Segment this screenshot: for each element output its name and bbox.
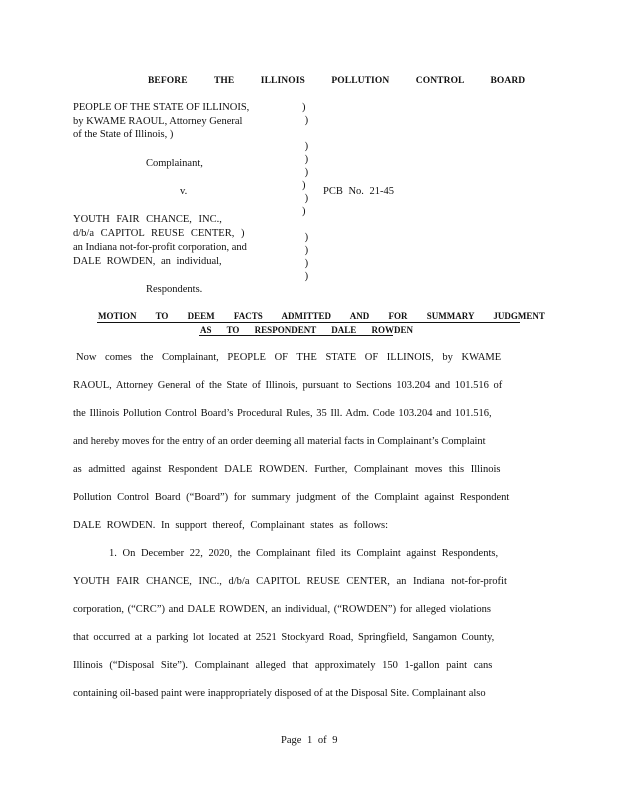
defendant-line-1: YOUTH FAIR CHANCE, INC.,: [73, 214, 222, 225]
defendant-line-2: d/b/a CAPITOL REUSE CENTER, ): [73, 228, 245, 239]
caption-parentheses: ) ) ) ) ) ) ) ) ) ) ) ): [302, 102, 309, 282]
para1-line-6: containing oil-based paint were inappropriately disposed of at the Disposal Site. Complainant also: [73, 688, 486, 699]
tribunal-heading: BEFORE THE ILLINOIS POLLUTION CONTROL BOARD: [148, 76, 526, 86]
para1-line-3: corporation, (“CRC”) and DALE ROWDEN, an individual, (“ROWDEN”) for alleged violations: [73, 604, 491, 615]
intro-line-4: and hereby moves for the entry of an order deeming all material facts in Complainant’s Complaint: [73, 436, 486, 447]
motion-title-rule-1: [97, 322, 520, 323]
page-number: Page 1 of 9: [281, 735, 338, 746]
respondents-label: Respondents.: [146, 284, 203, 295]
complainant-label: Complainant,: [146, 158, 203, 169]
plaintiff-line-3: of the State of Illinois, ): [73, 129, 174, 140]
case-number: PCB No. 21-45: [323, 186, 395, 197]
intro-line-5: as admitted against Respondent DALE ROWDEN. Further, Complainant moves this Illinois: [73, 464, 501, 475]
motion-title-line-2: AS TO RESPONDENT DALE ROWDEN: [200, 325, 414, 335]
para1-line-1: 1. On December 22, 2020, the Complainant filed its Complaint against Respondents,: [109, 548, 499, 559]
para1-line-5: Illinois (“Disposal Site”). Complainant alleged that approximately 150 1-gallon paint cans: [73, 660, 493, 671]
intro-line-6: Pollution Control Board (“Board”) for summary judgment of the Complaint against Respondent: [73, 492, 510, 503]
motion-title-line-1: MOTION TO DEEM FACTS ADMITTED AND FOR SUMMARY JUDGMENT: [98, 311, 545, 321]
versus-label: v.: [180, 186, 188, 197]
defendant-line-3: an Indiana not-for-profit corporation, and: [73, 242, 247, 253]
intro-line-3: the Illinois Pollution Control Board’s Procedural Rules, 35 Ill. Adm. Code 103.204 and 101.516,: [73, 408, 492, 419]
intro-line-1: Now comes the Complainant, PEOPLE OF THE STATE OF ILLINOIS, by KWAME: [76, 352, 502, 363]
plaintiff-line-2: by KWAME RAOUL, Attorney General: [73, 116, 243, 127]
intro-line-2: RAOUL, Attorney General of the State of Illinois, pursuant to Sections 103.204 and 101.516 of: [73, 380, 503, 391]
defendant-line-4: DALE ROWDEN, an individual,: [73, 256, 222, 267]
motion-title-rule-2: [199, 335, 393, 336]
para1-line-4: that occurred at a parking lot located at 2521 Stockyard Road, Springfield, Sangamon County,: [73, 632, 495, 643]
plaintiff-line-1: PEOPLE OF THE STATE OF ILLINOIS,: [73, 102, 250, 113]
intro-line-7: DALE ROWDEN. In support thereof, Complainant states as follows:: [73, 520, 389, 531]
para1-line-2: YOUTH FAIR CHANCE, INC., d/b/a CAPITOL REUSE CENTER, an Indiana not-for-profit: [73, 576, 507, 587]
